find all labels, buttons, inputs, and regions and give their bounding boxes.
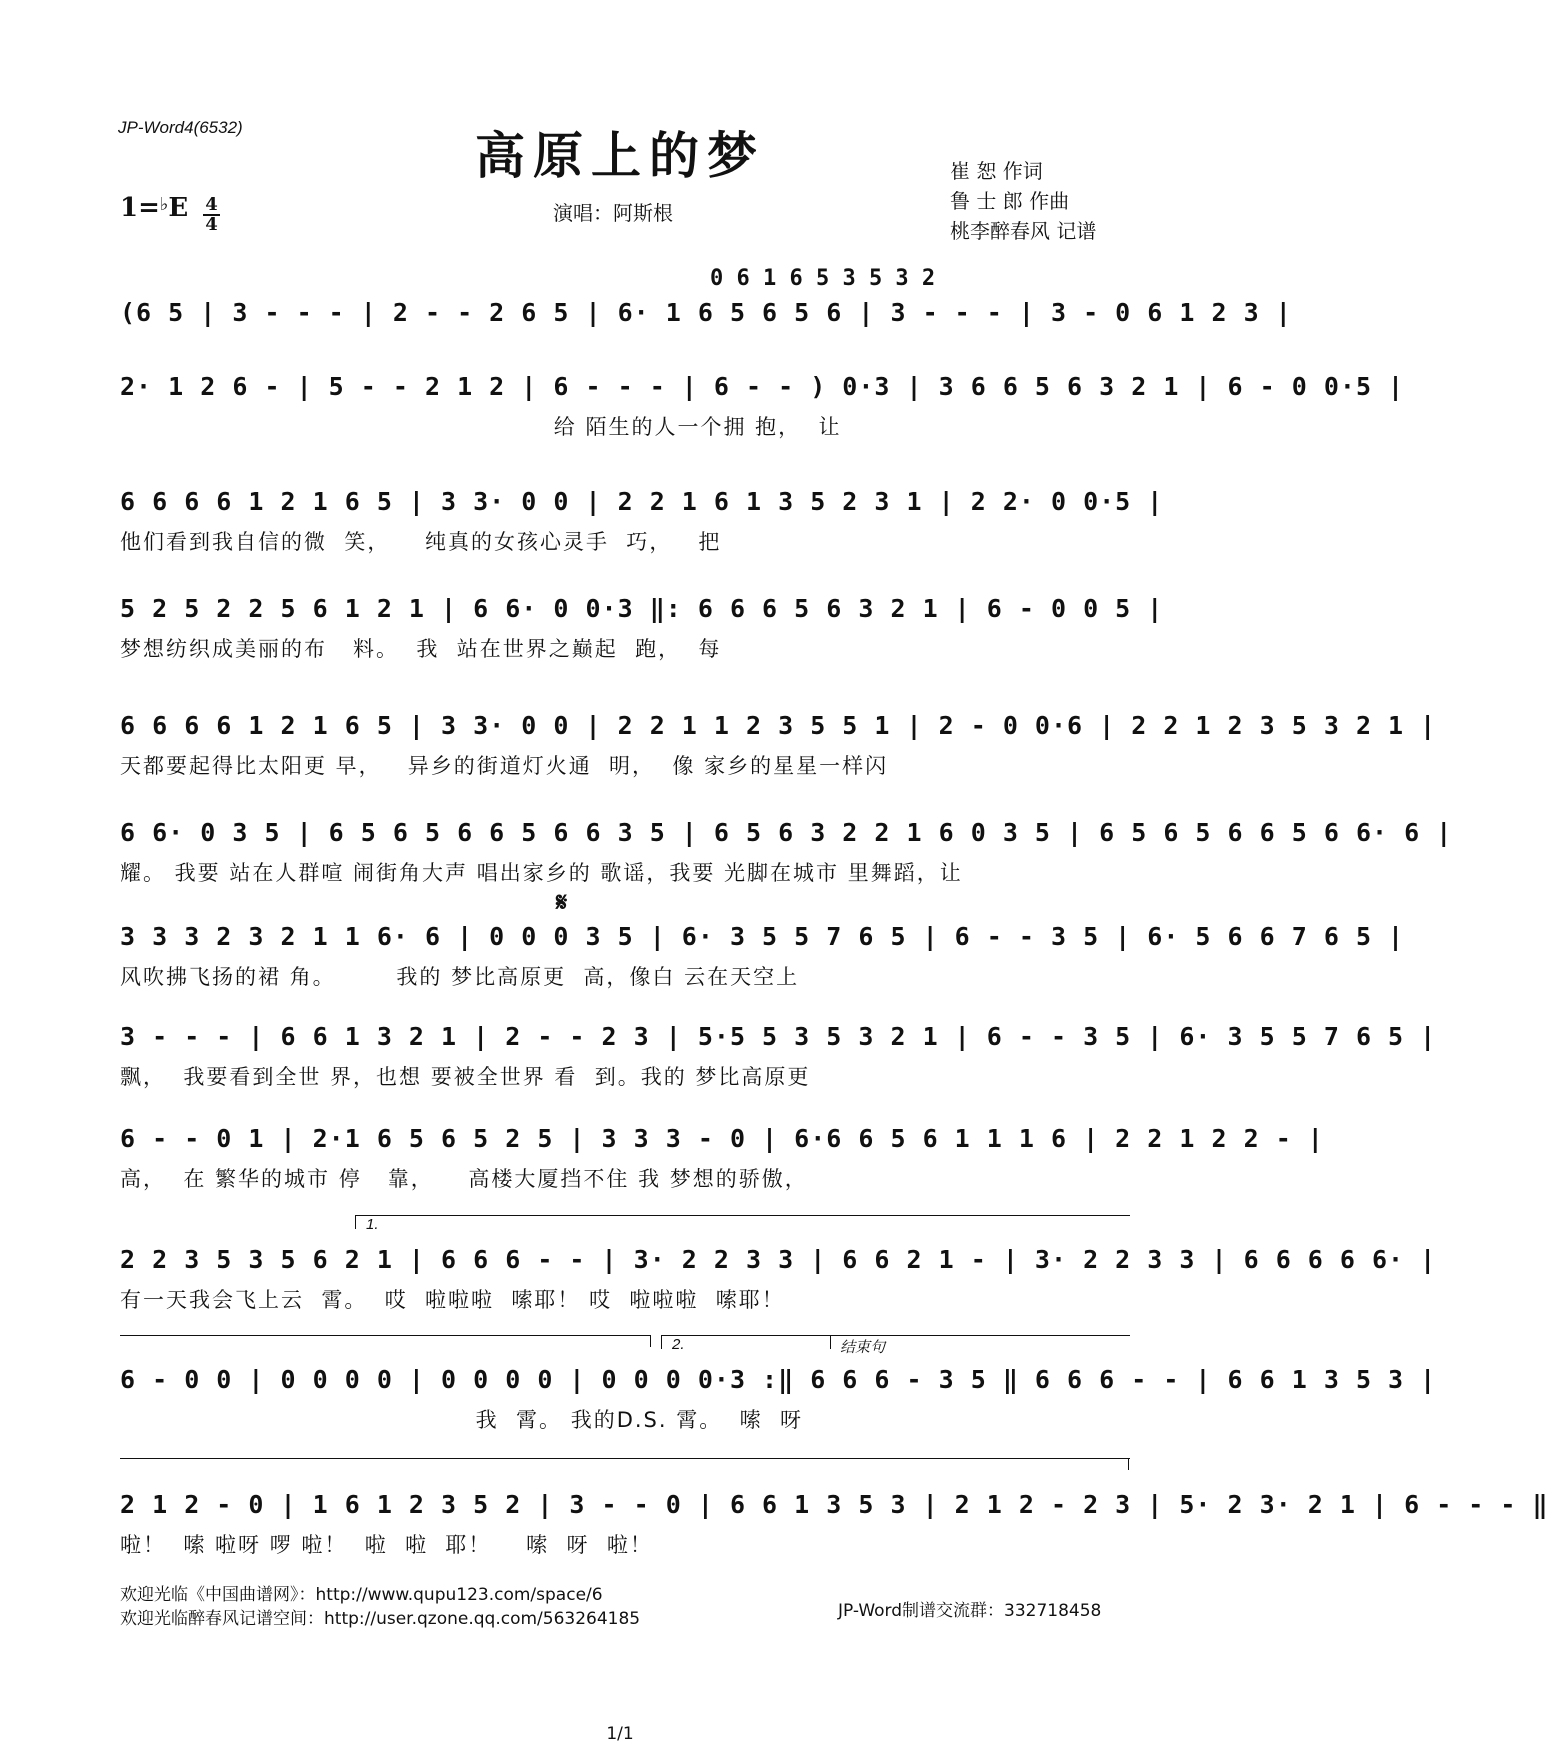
lyric-line: 有一天我会飞上云 霄。 哎 啦啦啦 嗦耶！ 哎 啦啦啦 嗦耶！ — [120, 1288, 785, 1312]
lyric-line: 他们看到我自信的微 笑， 纯真的女孩心灵手 巧， 把 — [120, 530, 722, 554]
flat-sign: ♭ — [159, 194, 169, 215]
ending-tick — [830, 1335, 831, 1349]
ending-label: 结束句 — [840, 1339, 886, 1356]
upper-voice-line: 0 6 1 6 5 3 5 3 2 — [710, 266, 936, 291]
credits-block — [950, 156, 1096, 246]
lyric-line: 天都要起得比太阳更 早， 异乡的街道灯火通 明， 像 家乡的星星一样闪 — [120, 754, 889, 778]
notation-line: (6 5 | 3 - - - | 2 - - 2 6 5 | 6· 1 6 5 6 5 6 | 3 - - - | 3 - 0 6 1 2 3 | — [120, 298, 1292, 327]
lyric-line: 风吹拂飞扬的裙 角。 我的 梦比高原更 高，像白 云在天空上 — [120, 965, 800, 989]
volta-2-bracket — [661, 1335, 831, 1336]
notation-line: 5 2 5 2 2 5 6 1 2 1 | 6 6· 0 0·3 ‖: 6 6 6 5 6 3 2 1 | 6 - 0 0 5 | — [120, 594, 1164, 623]
lyric-line: 给 陌生的人一个拥 抱， 让 — [120, 415, 842, 439]
lyric-line: 梦想纺织成美丽的布 料。 我 站在世界之巅起 跑， 每 — [120, 637, 722, 661]
ending-end-tick — [1128, 1458, 1129, 1470]
notation-line: 6 6 6 6 1 2 1 6 5 | 3 3· 0 0 | 2 2 1 6 1 3 5 2 3 1 | 2 2· 0 0·5 | — [120, 487, 1164, 516]
time-signature — [203, 196, 220, 234]
qq-group: JP-Word制谱交流群：332718458 — [838, 1601, 1102, 1621]
volta-2-label: 2. — [672, 1336, 685, 1353]
key-signature — [120, 193, 220, 234]
notation-line: 2 1 2 - 0 | 1 6 1 2 3 5 2 | 3 - - 0 | 6 6 1 3 5 3 | 2 1 2 - 2 3 | 5· 2 3· 2 1 | 6 - - - ‖ — [120, 1490, 1549, 1519]
lyric-line: 啦！ 嗦 啦呀 啰 啦！ 啦 啦 耶！ 嗦 呀 啦！ — [120, 1533, 653, 1557]
ending-continuation — [120, 1458, 1130, 1459]
meter-top: 4 — [205, 194, 218, 215]
page-number: 1/1 — [606, 1724, 634, 1744]
lyric-line: 飘， 我要看到全世 界，也想 要被全世界 看 到。我的 梦比高原更 — [120, 1065, 811, 1089]
song-title: 高原上的梦 — [475, 126, 765, 185]
key-prefix: 1= — [120, 193, 160, 223]
volta-1-bracket — [355, 1215, 1130, 1216]
lyric-line: 我 霄。 我的D.S. 霄。 嗦 呀 — [120, 1408, 803, 1432]
notation-line: 6 - 0 0 | 0 0 0 0 | 0 0 0 0 | 0 0 0 0·3 :‖ 6 6 6 - 3 5 ‖ 6 6 6 - - | 6 6 1 3 5 3 | — [120, 1365, 1437, 1394]
key-note: E — [168, 193, 189, 223]
notation-line: 6 - - 0 1 | 2·1 6 5 6 5 2 5 | 3 3 3 - 0 | 6·6 6 5 6 1 1 1 6 | 2 2 1 2 2 - | — [120, 1124, 1324, 1153]
transcriber-credit: 桃李醉春风 记谱 — [950, 219, 1097, 243]
lyric-line: 耀。 我要 站在人群喧 闹街角大声 唱出家乡的 歌谣，我要 光脚在城市 里舞蹈，让 — [120, 861, 963, 885]
notation-line: 2 2 3 5 3 5 6 2 1 | 6 6 6 - - | 3· 2 2 3 3 | 6 6 2 1 - | 3· 2 2 3 3 | 6 6 6 6 6· | — [120, 1245, 1437, 1274]
composer-credit: 鲁 士 郎 作曲 — [950, 189, 1070, 213]
lyric-line: 高， 在 繁华的城市 停 靠， 高楼大厦挡不住 我 梦想的骄傲， — [120, 1167, 808, 1191]
notation-line: 3 3 3 2 3 2 1 1 6· 6 | 0 0 0 3 5 | 6· 3 5 5 7 6 5 | 6 - - 3 5 | 6· 5 6 6 7 6 5 | — [120, 922, 1405, 951]
notation-line: 6 6· 0 3 5 | 6 5 6 5 6 6 5 6 6 3 5 | 6 5 6 3 2 2 1 6 0 3 5 | 6 5 6 5 6 6 5 6 6· 6 | — [120, 818, 1453, 847]
volta-1-end-tick — [650, 1335, 651, 1347]
footer-links — [120, 1583, 640, 1631]
lyricist-credit: 崔 恕 作词 — [950, 159, 1043, 183]
volta-2-tick — [661, 1335, 662, 1349]
notation-line: 2· 1 2 6 - | 5 - - 2 1 2 | 6 - - - | 6 - - ) 0·3 | 3 6 6 5 6 3 2 1 | 6 - 0 0·5 | — [120, 372, 1405, 401]
footer-line-1: 欢迎光临《中国曲谱网》：http://www.qupu123.com/space/6 — [120, 1585, 603, 1605]
singer-credit: 演唱：阿斯根 — [553, 201, 673, 225]
volta-1-label: 1. — [366, 1216, 379, 1233]
meter-bottom: 4 — [205, 214, 218, 235]
notation-line: 3 - - - | 6 6 1 3 2 1 | 2 - - 2 3 | 5·5 5 3 5 3 2 1 | 6 - - 3 5 | 6· 3 5 5 7 6 5 | — [120, 1022, 1437, 1051]
segno-sign: 𝄋 — [556, 888, 568, 918]
notation-line: 6 6 6 6 1 2 1 6 5 | 3 3· 0 0 | 2 2 1 1 2 3 5 5 1 | 2 - 0 0·6 | 2 2 1 2 3 5 3 2 1 | — [120, 711, 1437, 740]
software-label: JP-Word4(6532) — [118, 118, 243, 137]
volta-1-continuation — [120, 1335, 650, 1336]
footer-line-2: 欢迎光临醉春风记谱空间：http://user.qzone.qq.com/563264185 — [120, 1609, 641, 1629]
volta-1-tick — [355, 1215, 356, 1229]
